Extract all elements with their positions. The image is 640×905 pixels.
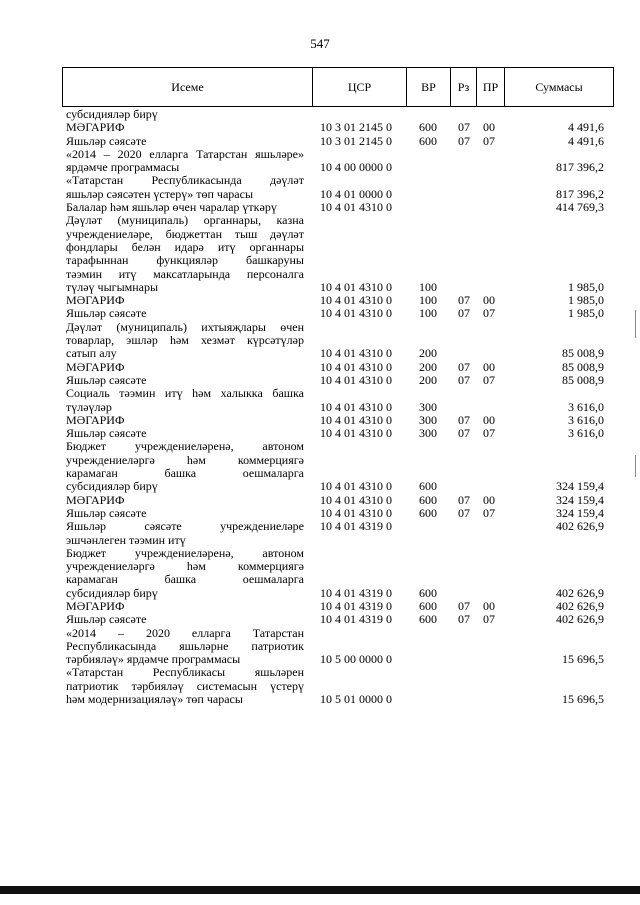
row-name	[66, 321, 304, 361]
row-vr: 600	[419, 479, 437, 494]
row-rz: 07	[458, 120, 470, 135]
row-csr: 10 4 01 4310 0	[320, 359, 392, 374]
row-pr: 00	[483, 293, 495, 308]
row-name	[66, 507, 304, 520]
table-row	[66, 201, 606, 214]
row-pr: 07	[483, 505, 495, 520]
row-csr: 10 4 01 4310 0	[320, 426, 392, 441]
table-row	[66, 627, 606, 667]
row-vr: 600	[419, 505, 437, 520]
row-name-line: Яшьләр сәясәте	[66, 612, 147, 627]
table-row	[66, 135, 606, 148]
row-vr: 200	[419, 372, 437, 387]
row-name	[66, 135, 304, 148]
row-csr: 10 4 01 4310 0	[320, 293, 392, 308]
row-name	[66, 361, 304, 374]
row-csr: 10 5 01 0000 0	[320, 692, 392, 707]
row-name-line: учреждениеләре, бюджеттан тыш дәүләт	[66, 226, 304, 241]
row-pr: 07	[483, 426, 495, 441]
row-csr: 10 4 01 4310 0	[320, 346, 392, 361]
row-name	[66, 108, 304, 121]
row-name-line: Яшьләр сәясәте	[66, 133, 147, 148]
row-name-line: Яшьләр сәясәте	[66, 306, 147, 321]
row-pr: 00	[483, 120, 495, 135]
table-row	[66, 307, 606, 320]
row-name-line: яшьләр сәясәтен үстерү» төп чарасы	[66, 186, 254, 201]
page-number: 547	[310, 36, 330, 51]
row-name	[66, 294, 304, 307]
table-row	[66, 547, 606, 600]
row-rz: 07	[458, 306, 470, 321]
row-name-line: МӘГАРИФ	[66, 598, 125, 613]
row-pr: 00	[483, 412, 495, 427]
table-row	[66, 387, 606, 414]
row-name-line: учреждениеләргә һәм коммерциягә	[66, 559, 304, 574]
row-name-line: Дәүләт (муниципаль) ихтыяҗлары өчен	[66, 319, 304, 334]
row-name-line: МӘГАРИФ	[66, 359, 125, 374]
row-csr: 10 4 01 4310 0	[320, 399, 392, 414]
row-sum: 1 985,0	[568, 279, 604, 294]
row-sum: 402 626,9	[556, 612, 604, 627]
row-name	[66, 440, 304, 493]
row-pr: 07	[483, 372, 495, 387]
table-row	[66, 121, 606, 134]
scan-bottom-border	[0, 886, 640, 894]
row-sum: 15 696,5	[562, 652, 604, 667]
row-rz: 07	[458, 505, 470, 520]
row-sum: 402 626,9	[556, 598, 604, 613]
row-name-line: һәм модернизацияләү» төп чарасы	[66, 692, 243, 707]
row-name	[66, 121, 304, 134]
row-name-line: тәрбияләү» ярдәмче программасы	[66, 652, 241, 667]
row-vr: 600	[419, 492, 437, 507]
row-name-line: эшчәнлеген тәэмин итү	[66, 532, 186, 547]
row-name	[66, 374, 304, 387]
row-name-line: МӘГАРИФ	[66, 412, 125, 427]
row-vr: 100	[419, 293, 437, 308]
row-sum: 324 159,4	[556, 479, 604, 494]
row-sum: 1 985,0	[568, 293, 604, 308]
scan-edge-mark	[635, 455, 636, 477]
row-sum: 85 008,9	[562, 359, 604, 374]
row-vr: 100	[419, 306, 437, 321]
header-csr: ЦСР	[313, 68, 407, 106]
table-header	[62, 67, 614, 107]
row-sum: 3 616,0	[568, 399, 604, 414]
row-name	[66, 547, 304, 600]
row-name-line: Яшьләр сәясәте	[66, 426, 147, 441]
row-name-line: Яшьләр сәясәте	[66, 372, 147, 387]
row-csr: 10 4 01 4319 0	[320, 585, 392, 600]
row-csr: 10 5 00 0000 0	[320, 652, 392, 667]
row-rz: 07	[458, 412, 470, 427]
row-vr: 300	[419, 426, 437, 441]
table-row	[66, 520, 606, 547]
row-sum: 85 008,9	[562, 372, 604, 387]
row-name-line: ярдәмче программасы	[66, 160, 180, 175]
row-name	[66, 494, 304, 507]
row-name	[66, 520, 304, 547]
row-vr: 600	[419, 612, 437, 627]
row-name	[66, 613, 304, 626]
row-name	[66, 427, 304, 440]
row-name-line: Республикасында яшьләрне патриотик	[66, 638, 304, 653]
table-row	[66, 494, 606, 507]
table-row	[66, 148, 606, 175]
table-row	[66, 214, 606, 294]
row-vr: 600	[419, 133, 437, 148]
row-pr: 07	[483, 133, 495, 148]
row-sum: 402 626,9	[556, 519, 604, 534]
table-row	[66, 108, 606, 121]
row-name	[66, 148, 304, 175]
row-name-line: МӘГАРИФ	[66, 492, 125, 507]
table-row	[66, 374, 606, 387]
row-sum: 324 159,4	[556, 505, 604, 520]
row-vr: 600	[419, 598, 437, 613]
table-row	[66, 294, 606, 307]
row-vr: 600	[419, 120, 437, 135]
row-sum: 817 396,2	[556, 186, 604, 201]
row-csr: 10 4 01 4319 0	[320, 519, 392, 534]
row-sum: 3 616,0	[568, 412, 604, 427]
row-name-line: Яшьләр сәясәте учреждениеләре	[66, 519, 304, 534]
row-vr: 600	[419, 585, 437, 600]
row-name	[66, 307, 304, 320]
row-name-line: сатып алу	[66, 346, 117, 361]
row-name	[66, 600, 304, 613]
row-name-line: Социаль тәэмин итү һәм халыкка башка	[66, 386, 304, 401]
row-name	[66, 627, 304, 667]
row-vr: 300	[419, 399, 437, 414]
row-csr: 10 3 01 2145 0	[320, 120, 392, 135]
row-name	[66, 174, 304, 201]
row-name-line: фондлары белән идарә итү органнары	[66, 239, 304, 254]
row-sum: 3 616,0	[568, 426, 604, 441]
row-sum: 817 396,2	[556, 160, 604, 175]
row-sum: 4 491,6	[568, 120, 604, 135]
row-name	[66, 666, 304, 706]
row-rz: 07	[458, 372, 470, 387]
row-name-line: субсидияләр бирү	[66, 107, 158, 121]
table-row	[66, 321, 606, 361]
row-vr: 100	[419, 279, 437, 294]
row-name-line: МӘГАРИФ	[66, 293, 125, 308]
row-name-line: Бюджет учреждениеләренә, автоном	[66, 545, 304, 560]
row-rz: 07	[458, 598, 470, 613]
row-name	[66, 414, 304, 427]
row-pr: 00	[483, 492, 495, 507]
table-row	[66, 613, 606, 626]
row-name-line: тарафыннан функцияләр башкаруны	[66, 253, 304, 268]
header-rz: Рз	[451, 68, 477, 106]
row-name-line: түләү чыгымнары	[66, 279, 159, 294]
row-vr: 200	[419, 346, 437, 361]
header-vr: ВР	[407, 68, 451, 106]
row-sum: 414 769,3	[556, 200, 604, 215]
row-name-line: «Татарстан Республикасында дәүләт	[66, 173, 304, 188]
row-pr: 00	[483, 598, 495, 613]
row-name	[66, 387, 304, 414]
row-name-line: Яшьләр сәясәте	[66, 505, 147, 520]
row-name-line: патриотик тәрбияләү системасын үстерү	[66, 678, 304, 693]
row-csr: 10 4 01 4310 0	[320, 372, 392, 387]
row-csr: 10 4 01 4310 0	[320, 492, 392, 507]
table-row	[66, 361, 606, 374]
table-row	[66, 440, 606, 493]
row-csr: 10 3 01 2145 0	[320, 133, 392, 148]
row-rz: 07	[458, 359, 470, 374]
table-row	[66, 174, 606, 201]
row-sum: 4 491,6	[568, 133, 604, 148]
row-csr: 10 4 01 4310 0	[320, 200, 392, 215]
row-name-line: «Татарстан Республикасы яшьләрен	[66, 665, 304, 680]
row-csr: 10 4 01 4310 0	[320, 412, 392, 427]
row-pr: 07	[483, 612, 495, 627]
table-row	[66, 414, 606, 427]
scan-edge-mark	[635, 310, 636, 338]
row-csr: 10 4 01 4319 0	[320, 612, 392, 627]
row-sum: 15 696,5	[562, 692, 604, 707]
table-body	[66, 108, 606, 706]
row-name-line: «2014 – 2020 елларга Татарстан	[66, 625, 304, 640]
row-name-line: карамаган башка оешмаларга	[66, 466, 304, 481]
row-name-line: карамаган башка оешмаларга	[66, 572, 304, 587]
row-rz: 07	[458, 293, 470, 308]
row-csr: 10 4 01 4310 0	[320, 505, 392, 520]
row-sum: 85 008,9	[562, 346, 604, 361]
header-name: Исеме	[63, 68, 313, 106]
row-csr: 10 4 01 4310 0	[320, 279, 392, 294]
row-rz: 07	[458, 133, 470, 148]
row-name-line: субсидияләр бирү	[66, 479, 158, 494]
row-name-line: Балалар һәм яшьләр өчен чаралар үткәрү	[66, 200, 277, 215]
table-row	[66, 507, 606, 520]
table-row	[66, 666, 606, 706]
row-rz: 07	[458, 492, 470, 507]
row-name-line: МӘГАРИФ	[66, 120, 125, 135]
row-csr: 10 4 01 0000 0	[320, 186, 392, 201]
row-name-line: субсидияләр бирү	[66, 585, 158, 600]
row-csr: 10 4 01 4310 0	[320, 306, 392, 321]
row-name-line: товарлар, эшләр һәм хезмәт күрсәтүләр	[66, 333, 304, 348]
row-name-line: «2014 – 2020 елларга Татарстан яшьләре»	[66, 146, 304, 161]
row-sum: 324 159,4	[556, 492, 604, 507]
row-name-line: Бюджет учреждениеләренә, автоном	[66, 439, 304, 454]
row-csr: 10 4 01 4310 0	[320, 479, 392, 494]
row-pr: 07	[483, 306, 495, 321]
row-vr: 200	[419, 359, 437, 374]
row-vr: 300	[419, 412, 437, 427]
row-name-line: Дәүләт (муниципаль) органнары, казна	[66, 213, 304, 228]
row-name	[66, 201, 304, 214]
row-csr: 10 4 01 4319 0	[320, 598, 392, 613]
row-sum: 1 985,0	[568, 306, 604, 321]
row-pr: 00	[483, 359, 495, 374]
header-sum: Суммасы	[535, 79, 583, 94]
row-name-line: түләүләр	[66, 399, 112, 414]
row-rz: 07	[458, 612, 470, 627]
row-name-line: тәэмин итү максатларында персоналга	[66, 266, 304, 281]
table-row	[66, 427, 606, 440]
row-rz: 07	[458, 426, 470, 441]
row-name	[66, 214, 304, 294]
header-pr: ПР	[477, 68, 505, 106]
table-row	[66, 600, 606, 613]
row-sum: 402 626,9	[556, 585, 604, 600]
row-name-line: учреждениеләргә һәм коммерциягә	[66, 452, 304, 467]
row-csr: 10 4 00 0000 0	[320, 160, 392, 175]
